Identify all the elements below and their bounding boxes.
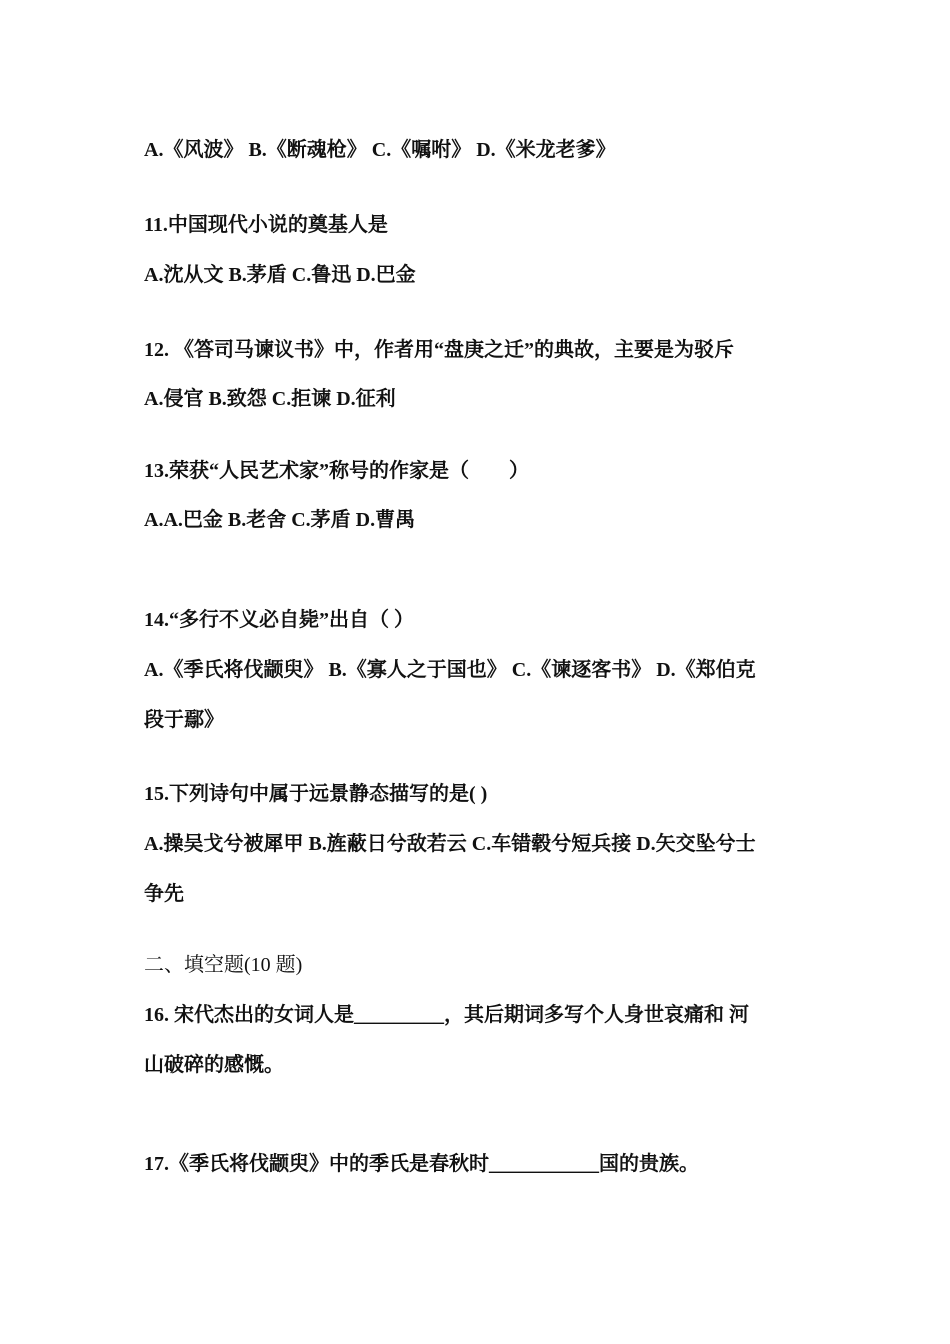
section-heading: 二、填空题(10 题) [144, 954, 303, 976]
q16-line2: 山破碎的感慨。 [144, 1054, 284, 1076]
q13-options: A.A.巴金 B.老舍 C.茅盾 D.曹禺 [144, 509, 416, 531]
q11-options: A.沈从文 B.茅盾 C.鲁迅 D.巴金 [144, 264, 416, 286]
q15-options-line2: 争先 [144, 883, 184, 905]
q14-options-line1: A.《季氏将伐颛臾》 B.《寡人之于国也》 C.《谏逐客书》 D.《郑伯克 [144, 659, 756, 681]
q13-question: 13.荣获“人民艺术家”称号的作家是（ ） [144, 460, 529, 482]
q10-options: A.《风波》 B.《断魂枪》 C.《嘱咐》 D.《米龙老爹》 [144, 139, 616, 161]
q11-question: 11.中国现代小说的奠基人是 [144, 214, 388, 236]
q12-question: 12. 《答司马谏议书》中，作者用“盘庚之迁”的典故，主要是为驳斥 [144, 339, 734, 361]
q14-question: 14.“多行不义必自毙”出自（ ） [144, 609, 414, 631]
q14-options-line2: 段于鄢》 [144, 709, 224, 731]
q15-question: 15.下列诗句中属于远景静态描写的是( ) [144, 783, 488, 805]
q17-question: 17.《季氏将伐颛臾》中的季氏是春秋时___________国的贵族。 [144, 1153, 699, 1175]
q16-line1: 16. 宋代杰出的女词人是_________，其后期词多写个人身世哀痛和 河 [144, 1004, 749, 1026]
q12-options: A.侵官 B.致怨 C.拒谏 D.征利 [144, 388, 396, 410]
q15-options-line1: A.操吴戈兮被犀甲 B.旌蔽日兮敌若云 C.车错毂兮短兵接 D.矢交坠兮士 [144, 833, 756, 855]
